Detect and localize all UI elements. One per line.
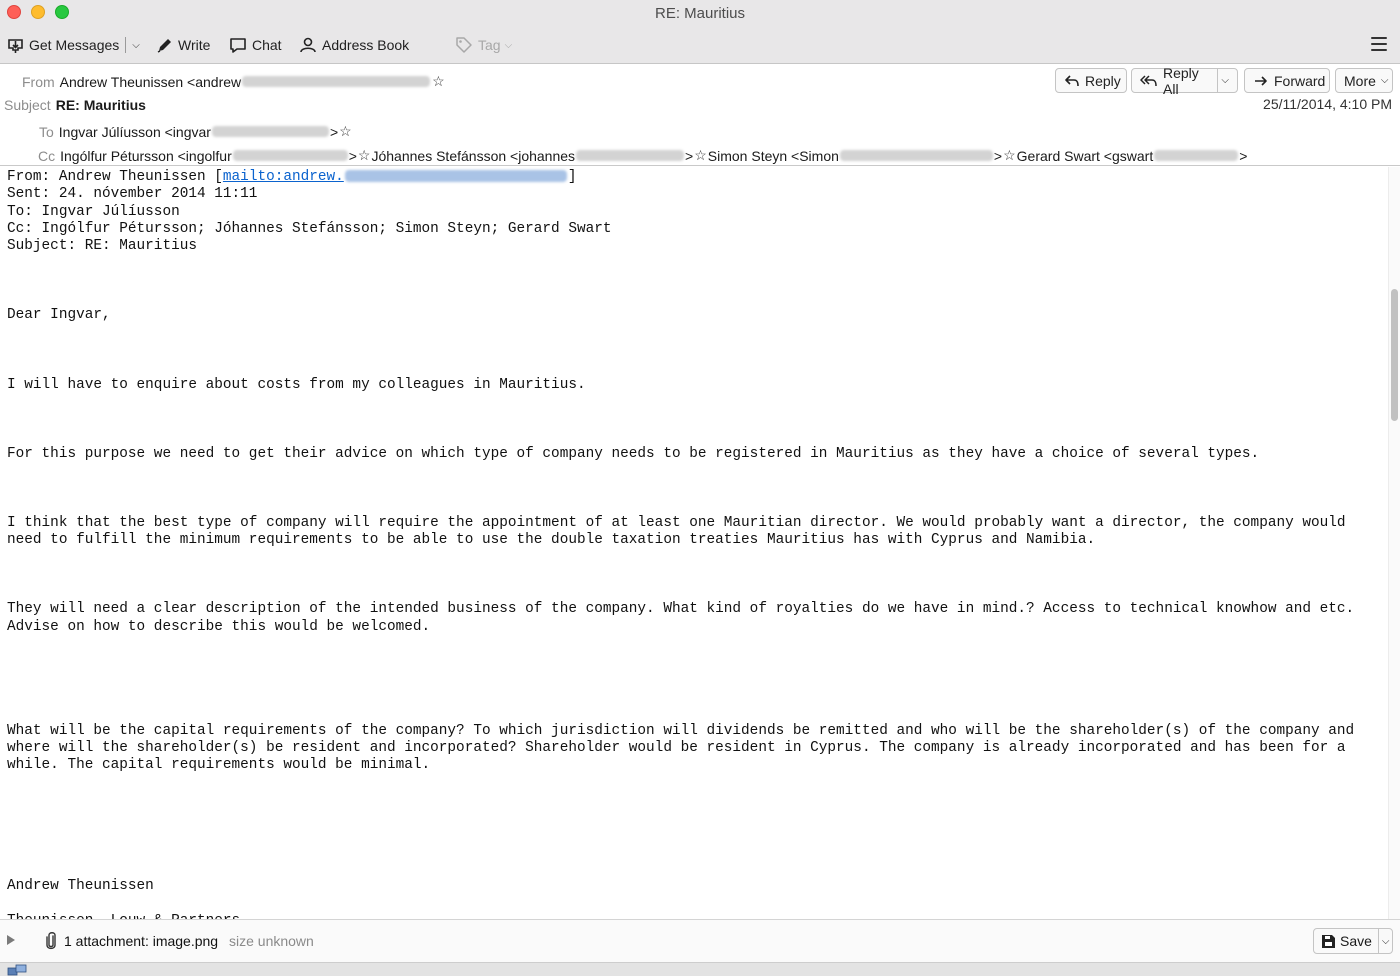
save-label: Save xyxy=(1340,933,1372,949)
person-icon xyxy=(299,36,317,54)
hamburger-menu-icon[interactable] xyxy=(1371,37,1387,55)
attachment-bar xyxy=(0,919,1400,962)
signature-name: Andrew Theunissen xyxy=(7,878,154,895)
title-bar xyxy=(0,0,1400,26)
paragraph: What will be the capital requirements of the company? To which jurisdiction will dividends be remitted and who will be the shareholder(s) of the company and where will the shareholder(s) be resident and incorporated? Shareholder would be resident in Cyprus. The company is already incorporated and has been for a while. The capital requirements would be minimal. xyxy=(7,722,1355,774)
message-text: From: Andrew Theunissen [mailto:andrew. ] Sent: 24. nóvember 2014 11:11 To: Ingvar Júlíusson Cc: Ingólfur Pétursson; Jóhannes Stefánsson; Simon Steyn; Gerard Swart Subject: RE: Mauritius Dear Ingvar, I will have to enquire about costs from my colleagues in Mauritius. For this purpose we need to get their advice on which type of company needs to be registered in Mauritius as they have a choice of several types. I think that the best type of company will require the appointment of at least one Mauritian director. We would probably want a director, the company would need to fulfill the minimum requirements to be able to use the double taxation treaties Mauritius has with Cyprus and Namibia. They will need a clear description of the intended business of the company. What kind of royalties do we have in mind.? Access to technical knowhow and etc. Advise on how to describe this would be welcomed. What will be the capital requirements of the company? To which jurisdiction will dividends be remitted and who will be the shareholder(s) of the company and where will the shareholder(s) be resident and incorporated? Shareholder would be resident in Cyprus. The company is already incorporated and has been for a while. The capital requirements would be minimal. Andrew Theunissen xyxy=(0,167,1388,932)
get-messages-label: Get Messages xyxy=(29,37,120,53)
forward-button[interactable] xyxy=(1244,68,1330,93)
forward-icon xyxy=(1253,74,1269,88)
paragraph: I think that the best type of company will require the appointment of at least one Mauritian director. We would probably want a director, the company would need to fulfill the minimum requirements to be able to use the double taxation treaties Mauritius has with Cyprus and Namibia. xyxy=(7,514,1346,549)
chevron-down-icon: ⌵ xyxy=(504,39,513,51)
attachment-name[interactable]: 1 attachment: image.png xyxy=(64,933,219,949)
scrollbar-thumb[interactable] xyxy=(1391,289,1398,421)
tag-icon xyxy=(455,36,473,54)
download-icon xyxy=(7,37,24,54)
write-label: Write xyxy=(178,37,211,53)
to-address[interactable]: Ingvar Júlíusson <ingvar xyxy=(58,123,211,140)
meta-to: To: Ingvar Júlíusson xyxy=(7,203,180,220)
chat-bubble-icon xyxy=(229,37,247,54)
star-icon[interactable]: ☆ xyxy=(1003,147,1016,163)
message-date: 25/11/2014, 4:10 PM xyxy=(1263,96,1392,112)
chevron-down-icon: ⌵ xyxy=(1380,75,1389,86)
message-scrollbar[interactable] xyxy=(1388,167,1400,919)
paragraph: For this purpose we need to get their advice on which type of company needs to be registered in Mauritius as they have a choice of several types. xyxy=(7,445,1260,462)
chat-button[interactable] xyxy=(229,34,282,56)
get-messages-button[interactable] xyxy=(7,34,140,56)
forward-label: Forward xyxy=(1274,72,1326,89)
expand-attachments-icon[interactable] xyxy=(7,935,15,945)
reply-icon xyxy=(1064,74,1080,88)
status-icon xyxy=(7,964,27,976)
star-icon[interactable]: ☆ xyxy=(694,147,707,163)
reply-button[interactable] xyxy=(1055,68,1127,93)
cc-address[interactable]: Ingólfur Pétursson <ingolfur xyxy=(60,147,232,164)
more-label: More xyxy=(1344,72,1376,89)
save-icon xyxy=(1321,934,1336,949)
chevron-down-icon[interactable]: ⌵ xyxy=(132,39,140,51)
main-toolbar xyxy=(0,26,1400,64)
mailto-link[interactable]: mailto:andrew. xyxy=(223,169,568,185)
star-icon[interactable]: ☆ xyxy=(432,73,445,89)
meta-subject: Subject: RE: Mauritius xyxy=(7,238,197,255)
reply-all-button[interactable] xyxy=(1131,64,1238,97)
chevron-down-icon[interactable]: ⌵ xyxy=(1381,935,1390,947)
cc-row: Cc Ingólfur Pétursson <ingolfur > ☆ Jóhannes Stefánsson <johannes > ☆ Simon Steyn <Simon > ☆ Gerard Swart <gswart > xyxy=(38,147,1248,164)
greeting: Dear Ingvar, xyxy=(7,307,111,324)
address-book-label: Address Book xyxy=(322,37,410,53)
address-book-button[interactable] xyxy=(299,34,409,56)
star-icon[interactable]: ☆ xyxy=(357,147,371,163)
reply-label: Reply xyxy=(1085,72,1121,89)
more-button[interactable] xyxy=(1335,68,1393,93)
subject-value: RE: Mauritius xyxy=(55,97,146,113)
save-attachment-button[interactable] xyxy=(1313,928,1393,954)
window-title: RE: Mauritius xyxy=(654,5,746,22)
from-address[interactable]: Andrew Theunissen <andrew xyxy=(59,73,242,90)
from-label: From xyxy=(22,73,55,90)
subject-label: Subject xyxy=(4,97,51,113)
message-header xyxy=(0,64,1400,166)
chevron-down-icon[interactable]: ⌵ xyxy=(1221,75,1229,86)
tag-label: Tag xyxy=(478,37,501,53)
cc-address[interactable]: Jóhannes Stefánsson <johannes xyxy=(371,147,576,164)
to-label: To xyxy=(39,123,54,140)
tag-button[interactable] xyxy=(455,34,512,56)
write-button[interactable] xyxy=(156,34,210,56)
cc-label: Cc xyxy=(38,147,56,164)
paragraph: I will have to enquire about costs from my colleagues in Mauritius. xyxy=(7,376,586,393)
from-row xyxy=(22,73,446,90)
paragraph: They will need a clear description of the intended business of the company. What kind of royalties do we have in mind.? Access to technical knowhow and etc. Advise on how to describe this would be welcomed. xyxy=(7,601,1355,635)
chat-label: Chat xyxy=(252,37,282,53)
to-row: To Ingvar Júlíusson <ingvar > ☆ xyxy=(39,123,352,140)
meta-sent: Sent: 24. nóvember 2014 11:11 xyxy=(7,186,258,203)
paperclip-icon xyxy=(45,931,57,951)
cc-address[interactable]: Gerard Swart <gswart xyxy=(1016,147,1154,164)
meta-from: From: Andrew Theunissen [ xyxy=(7,169,223,185)
subject-row xyxy=(4,97,146,113)
attachment-size: size unknown xyxy=(229,933,314,949)
message-body xyxy=(0,167,1388,919)
star-icon[interactable]: ☆ xyxy=(339,123,352,139)
status-bar xyxy=(0,962,1400,976)
reply-all-icon xyxy=(1140,74,1158,88)
pencil-icon xyxy=(156,37,173,54)
reply-all-label: Reply All xyxy=(1163,64,1199,97)
meta-cc: Cc: Ingólfur Pétursson; Jóhannes Stefánsson; Simon Steyn; Gerard Swart xyxy=(7,220,612,237)
cc-address[interactable]: Simon Steyn <Simon xyxy=(707,147,839,164)
